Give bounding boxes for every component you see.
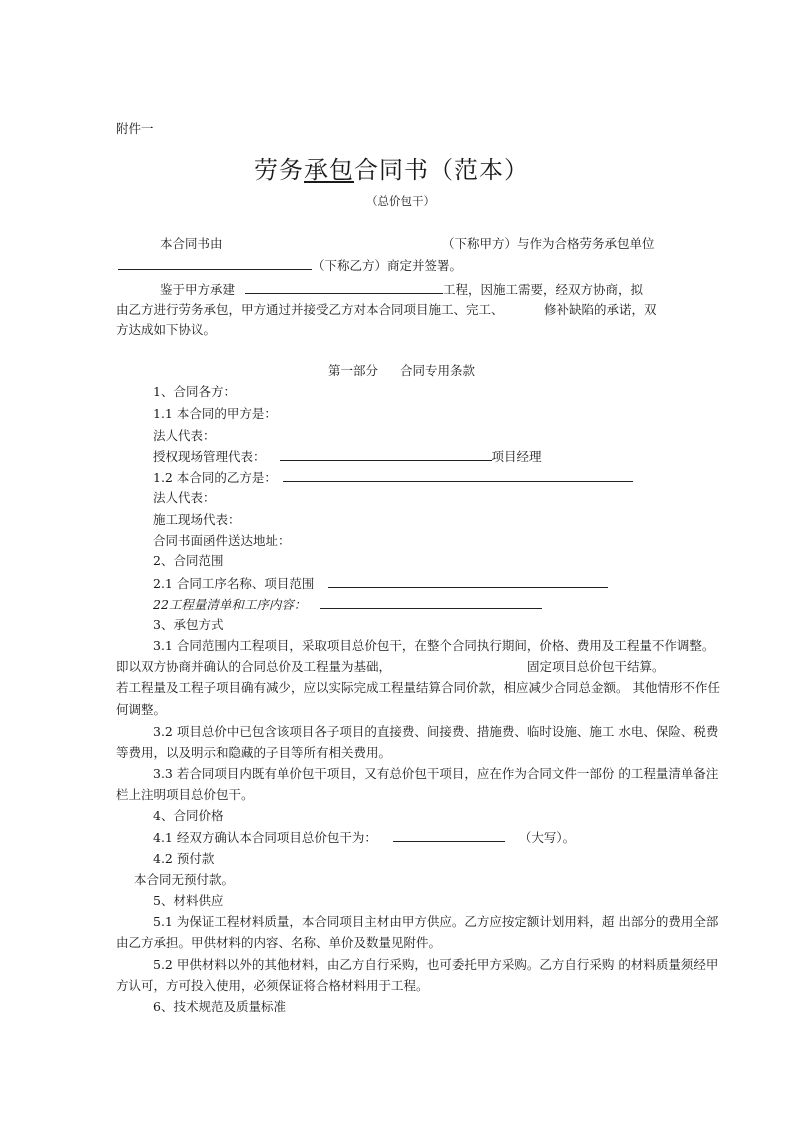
intro-line2 xyxy=(118,257,462,274)
intro-line4-a: 由乙方进行劳务承包，甲方通过并接受乙方对本合同项目施工、完工、 xyxy=(116,302,504,317)
part-heading-right: 合同专用条款 xyxy=(400,363,476,378)
clause-5-2-l2: 方认可，方可投入使用，必须保证将合格材料用于工程。 xyxy=(116,978,429,993)
clause-5-1-l2: 由乙方承担。甲供材料的内容、名称、单价及数量见附件。 xyxy=(116,935,442,950)
clause-3-3-l1: 3.3 若合同项目内既有单价包干项目，又有总价包干项目，应在作为合同文件一部份 的工程量清单备注 xyxy=(153,766,719,781)
clause-4-2-text: 本合同无预付款。 xyxy=(134,872,235,887)
intro-line1-a: 本合同书由 xyxy=(160,236,223,251)
party-b-blank xyxy=(118,257,312,270)
site-rep-a-suffix: 项目经理 xyxy=(491,449,542,464)
clause-2-2: 22工程量清单和工序内容： xyxy=(153,597,307,612)
document-subtitle: （总价包干） xyxy=(366,194,435,208)
intro-line2-b: （下称乙方）商定并签署。 xyxy=(312,258,463,273)
title-part-3: 合同书（范本） xyxy=(354,156,529,184)
title-part-1: 劳务 xyxy=(254,156,304,184)
clause-4-1-b: （大写）。 xyxy=(518,830,576,845)
clause-2-1: 2.1 合同工序名称、项目范围 xyxy=(153,576,315,591)
site-rep-a: 授权现场管理代表： xyxy=(153,449,266,464)
clause-3-2-l1: 3.2 项目总价中已包含该项目各子项目的直接费、间接费、措施费、临时设施、施工 水电、保险、税费 xyxy=(153,724,719,739)
scope-blank xyxy=(328,575,608,588)
clause-3-2-l2: 等费用，以及明示和隐藏的子目等所有相关费用。 xyxy=(116,745,392,760)
clause-2-2-line xyxy=(153,596,542,613)
intro-line3-b: 工程，因施工需要，经双方协商，拟 xyxy=(443,282,644,297)
clause-5-2-l1: 5.2 甲供材料以外的其他材料，由乙方自行采购，也可委托甲方采购。乙方自行采购 的材料质量须经甲 xyxy=(153,957,719,972)
legal-rep-b: 法人代表： xyxy=(153,490,216,505)
project-name-blank xyxy=(245,281,443,294)
clause-3-1-l2a: 即以双方协商并确认的合同总价及工程量为基础， xyxy=(116,659,392,674)
annex-label: 附件一 xyxy=(116,121,154,136)
site-rep-a-line xyxy=(153,448,542,465)
clause-4-1-a: 4.1 经双方确认本合同项目总价包干为： xyxy=(153,830,377,845)
clause-6: 6、技术规范及质量标准 xyxy=(153,999,286,1014)
intro-line4-b: 修补缺陷的承诺，双 xyxy=(544,302,657,317)
clause-3-1-l2b: 固定项目总价包干结算。 xyxy=(527,659,665,674)
clause-3-1-l3: 若工程量及工程子项目确有减少，应以实际完成工程量结算合同价款，相应减少合同总金额。 其他情形不作任 xyxy=(116,680,720,695)
part-heading-left: 第一部分 xyxy=(328,363,379,378)
clause-4-1-line xyxy=(153,829,575,846)
document-title xyxy=(254,155,529,185)
clause-1: 1、合同各方： xyxy=(153,384,236,399)
intro-line3-a: 鉴于甲方承建 xyxy=(160,282,236,297)
party-b-name-blank xyxy=(283,469,633,482)
clause-1-2: 1.2 本合同的乙方是： xyxy=(153,470,277,485)
intro-line5: 方达成如下协议。 xyxy=(116,322,217,337)
clause-1-1: 1.1 本合同的甲方是： xyxy=(153,406,277,421)
clause-5-1-l1: 5.1 为保证工程材料质量，本合同项目主材由甲方供应。乙方应按定额计划用料，超 出部分的费用全部 xyxy=(153,914,719,929)
address: 合同书面函件送达地址： xyxy=(153,533,291,548)
clause-1-2-line xyxy=(153,469,633,486)
intro-line1-b: （下称甲方）与作为合格劳务承包单位 xyxy=(442,236,655,251)
intro-line3 xyxy=(160,281,643,298)
clause-4-2: 4.2 预付款 xyxy=(153,851,215,866)
price-blank xyxy=(393,829,505,842)
clause-3-3-l2: 栏上注明项目总价包干。 xyxy=(116,787,254,802)
clause-2-1-line xyxy=(153,575,608,592)
clause-4: 4、合同价格 xyxy=(153,808,224,823)
clause-3-1-l1: 3.1 合同范围内工程项目，采取项目总价包干，在整个合同执行期间，价格、费用及工程量不作调整。 xyxy=(153,638,715,653)
site-rep-b: 施工现场代表： xyxy=(153,512,241,527)
clause-5: 5、材料供应 xyxy=(153,893,224,908)
clause-3-1-l4: 何调整。 xyxy=(116,702,167,717)
clause-3: 3、承包方式 xyxy=(153,617,224,632)
site-rep-a-blank xyxy=(280,448,492,461)
title-part-2: 承包 xyxy=(304,156,354,184)
bill-blank xyxy=(320,596,542,609)
legal-rep-a: 法人代表： xyxy=(153,428,216,443)
clause-2: 2、合同范围 xyxy=(153,553,224,568)
